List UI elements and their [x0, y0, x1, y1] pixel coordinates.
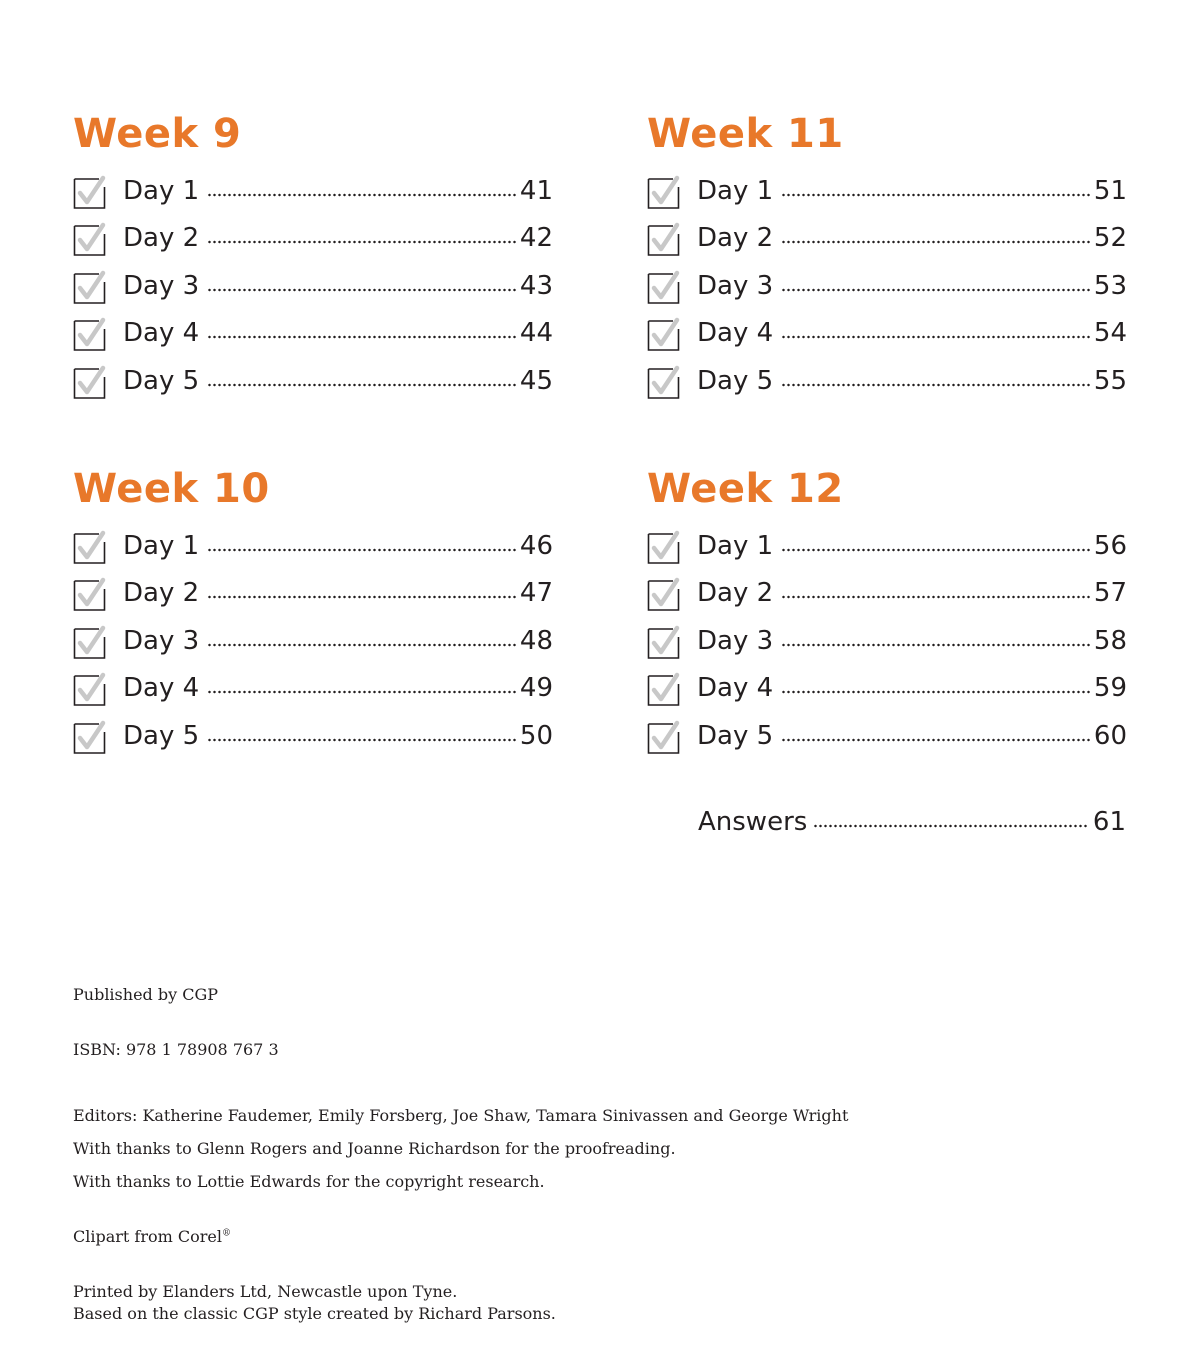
entry-label: Day 1 [697, 530, 774, 561]
entry-page: 46 [519, 530, 553, 561]
week-9-section [73, 106, 553, 405]
checkbox-tick-icon[interactable] [73, 175, 105, 207]
entry-page: 54 [1093, 318, 1127, 349]
entry-label: Day 3 [123, 625, 200, 656]
entry-page: 53 [1093, 270, 1127, 301]
toc-entry[interactable] [73, 262, 553, 310]
entry-page: 60 [1093, 720, 1127, 751]
dot-leader [781, 594, 1090, 600]
dot-leader [813, 823, 1089, 829]
entry-label: Day 4 [123, 673, 200, 704]
entry-page: 47 [519, 578, 553, 609]
checkbox-tick-icon[interactable] [73, 317, 105, 349]
dot-leader [207, 547, 516, 553]
toc-entry[interactable] [647, 167, 1127, 215]
dot-leader [207, 192, 516, 198]
entry-label: Day 3 [697, 625, 774, 656]
entry-label: Day 2 [123, 223, 200, 254]
entry-label: Day 5 [123, 720, 200, 751]
publisher-line: Published by CGP [73, 985, 219, 1004]
entry-label: Day 4 [697, 673, 774, 704]
checkbox-tick-icon[interactable] [647, 625, 679, 657]
toc-entry[interactable] [647, 665, 1127, 713]
dot-leader [781, 547, 1090, 553]
checkbox-tick-icon[interactable] [73, 625, 105, 657]
entry-page: 41 [519, 175, 553, 206]
clipart-text: Clipart from Corel [73, 1227, 222, 1246]
dot-leader [781, 382, 1090, 388]
dot-leader [781, 192, 1090, 198]
toc-entry[interactable] [647, 522, 1127, 570]
toc-entry[interactable] [73, 357, 553, 405]
entry-label: Day 2 [697, 223, 774, 254]
entry-page: 44 [519, 318, 553, 349]
dot-leader [781, 642, 1090, 648]
copyright-research-line: With thanks to Lottie Edwards for the copyright research. [73, 1172, 545, 1191]
week-10-section [73, 461, 553, 760]
dot-leader [207, 689, 516, 695]
entry-label: Day 5 [697, 720, 774, 751]
registered-mark: ® [222, 1228, 231, 1239]
answers-entry[interactable] [698, 798, 1126, 845]
toc-entry[interactable] [647, 310, 1127, 358]
checkbox-tick-icon[interactable] [73, 365, 105, 397]
entry-label: Day 1 [123, 530, 200, 561]
toc-entry[interactable] [73, 167, 553, 215]
dot-leader [207, 737, 516, 743]
checkbox-tick-icon[interactable] [73, 672, 105, 704]
answers-page: 61 [1092, 806, 1126, 837]
entry-label: Day 4 [123, 318, 200, 349]
dot-leader [207, 594, 516, 600]
entry-page: 42 [519, 223, 553, 254]
entry-label: Day 4 [697, 318, 774, 349]
proofreading-line: With thanks to Glenn Rogers and Joanne Richardson for the proofreading. [73, 1139, 676, 1158]
entry-label: Day 3 [123, 270, 200, 301]
week-12-section [647, 461, 1127, 760]
toc-entry[interactable] [647, 357, 1127, 405]
entry-page: 43 [519, 270, 553, 301]
printer-line: Printed by Elanders Ltd, Newcastle upon Tyne. [73, 1282, 458, 1301]
checkbox-tick-icon[interactable] [647, 577, 679, 609]
entry-label: Day 5 [697, 365, 774, 396]
dot-leader [207, 382, 516, 388]
entry-page: 48 [519, 625, 553, 656]
answers-label: Answers [698, 806, 808, 837]
entry-page: 45 [519, 365, 553, 396]
dot-leader [207, 334, 516, 340]
toc-entry[interactable] [73, 665, 553, 713]
entry-page: 56 [1093, 530, 1127, 561]
dot-leader [781, 737, 1090, 743]
checkbox-tick-icon[interactable] [73, 577, 105, 609]
isbn-line: ISBN: 978 1 78908 767 3 [73, 1040, 279, 1059]
week-title: Week 11 [647, 111, 844, 157]
week-title: Week 10 [73, 466, 270, 512]
toc-entry[interactable] [73, 570, 553, 618]
checkbox-tick-icon[interactable] [73, 270, 105, 302]
week-entries [647, 167, 1127, 405]
dot-leader [207, 239, 516, 245]
dot-leader [207, 642, 516, 648]
checkbox-tick-icon[interactable] [647, 175, 679, 207]
entry-label: Day 1 [697, 175, 774, 206]
dot-leader [781, 239, 1090, 245]
entry-label: Day 2 [123, 578, 200, 609]
week-title: Week 9 [73, 111, 242, 157]
entry-page: 58 [1093, 625, 1127, 656]
entry-label: Day 3 [697, 270, 774, 301]
entry-label: Day 2 [697, 578, 774, 609]
checkbox-tick-icon[interactable] [647, 720, 679, 752]
entry-page: 51 [1093, 175, 1127, 206]
style-line: Based on the classic CGP style created by Richard Parsons. [73, 1304, 556, 1323]
checkbox-tick-icon[interactable] [73, 720, 105, 752]
dot-leader [207, 287, 516, 293]
week-entries [73, 167, 553, 405]
toc-entry[interactable] [73, 310, 553, 358]
editors-line: Editors: Katherine Faudemer, Emily Forsberg, Joe Shaw, Tamara Sinivassen and George Wright [73, 1106, 849, 1125]
entry-page: 55 [1093, 365, 1127, 396]
toc-entry[interactable] [73, 522, 553, 570]
checkbox-tick-icon[interactable] [647, 270, 679, 302]
dot-leader [781, 334, 1090, 340]
toc-entry[interactable] [73, 215, 553, 263]
checkbox-tick-icon[interactable] [73, 530, 105, 562]
week-11-section [647, 106, 1127, 405]
entry-page: 50 [519, 720, 553, 751]
toc-entry[interactable] [647, 262, 1127, 310]
entry-label: Day 5 [123, 365, 200, 396]
clipart-line [73, 1227, 231, 1246]
week-title: Week 12 [647, 466, 844, 512]
entry-label: Day 1 [123, 175, 200, 206]
entry-page: 59 [1093, 673, 1127, 704]
checkbox-tick-icon[interactable] [647, 317, 679, 349]
checkbox-tick-icon[interactable] [647, 672, 679, 704]
checkbox-tick-icon[interactable] [647, 365, 679, 397]
dot-leader [781, 689, 1090, 695]
toc-entry[interactable] [73, 617, 553, 665]
week-entries [73, 522, 553, 760]
toc-entry[interactable] [647, 215, 1127, 263]
toc-entry[interactable] [647, 712, 1127, 760]
dot-leader [781, 287, 1090, 293]
checkbox-tick-icon[interactable] [647, 530, 679, 562]
toc-entry[interactable] [73, 712, 553, 760]
entry-page: 49 [519, 673, 553, 704]
entry-page: 57 [1093, 578, 1127, 609]
checkbox-tick-icon[interactable] [73, 222, 105, 254]
toc-entry[interactable] [647, 617, 1127, 665]
week-entries [647, 522, 1127, 760]
entry-page: 52 [1093, 223, 1127, 254]
toc-entry[interactable] [647, 570, 1127, 618]
checkbox-tick-icon[interactable] [647, 222, 679, 254]
